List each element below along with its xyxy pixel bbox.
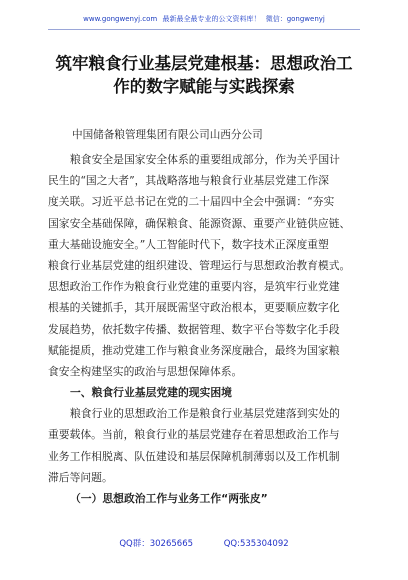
body-line: 滞后等问题。 <box>48 470 113 484</box>
body-line: 重大基础设施安全。”人工智能时代下，数字技术正深度重塑 <box>48 237 329 251</box>
footer-qq-group: QQ群：30265665 <box>119 539 194 549</box>
header-wechat: 微信：gongwenyj <box>265 15 325 23</box>
header-divider <box>48 29 360 30</box>
body-line: 业务工作相脱离、队伍建设和基层保障机制薄弱以及工作机制 <box>48 449 340 463</box>
body-line: 根基的关键抓手，其开展既需坚守政治根本，更要顺应数字化 <box>48 301 340 315</box>
header-site-link[interactable]: www.gongwenyj.com <box>83 15 158 23</box>
body-line: 粮食行业的思想政治工作是粮食行业基层党建落到实处的 <box>70 407 340 421</box>
body-line: 发展趋势，依托数字传播、数据管理、数字平台等数字化手段 <box>48 322 340 336</box>
header-slogan: 最新最全最专业的公文资料库！ <box>162 15 261 23</box>
page-header <box>0 14 408 24</box>
body-line: 赋能提质，推动党建工作与粮食业务深度融合，最终为国家粮 <box>48 343 340 357</box>
document-body <box>48 149 360 509</box>
body-line: 粮食安全是国家安全体系的重要组成部分，作为关乎国计 <box>70 153 340 166</box>
document-title <box>0 52 408 98</box>
title-line-2: 作的数字赋能与实践探索 <box>113 77 295 96</box>
body-line: 国家安全基础保障，确保粮食、能源资源、重要产业链供应链、 <box>48 216 351 230</box>
section-heading-1: 一、粮食行业基层党建的现实困境 <box>70 386 232 400</box>
body-line: 食安全构建坚实的政治与思想保障体系。 <box>48 364 243 378</box>
body-line: 民生的“国之大者”，其战略落地与粮食行业基层党建工作深 <box>48 174 329 188</box>
title-line-1: 筑牢粮食行业基层党建根基：思想政治工 <box>55 54 353 73</box>
body-line: 粮食行业基层党建的组织建设、管理运行与思想政治教育模式。 <box>48 258 351 272</box>
body-line: 思想政治工作作为粮食行业党建的重要内容，是筑牢行业党建 <box>48 280 340 294</box>
body-line: 度关联。习近平总书记在党的二十届四中全会中强调：“夯实 <box>48 195 335 209</box>
body-line: 重要载体。当前，粮食行业的基层党建存在着思想政治工作与 <box>48 428 340 442</box>
page-footer <box>0 538 408 550</box>
footer-qq-contact: QQ:535304092 <box>223 539 289 549</box>
author-organization: 中国储备粮管理集团有限公司山西分公司 <box>72 129 263 141</box>
subsection-heading-1: （一）思想政治工作与业务工作“两张皮” <box>70 492 268 505</box>
